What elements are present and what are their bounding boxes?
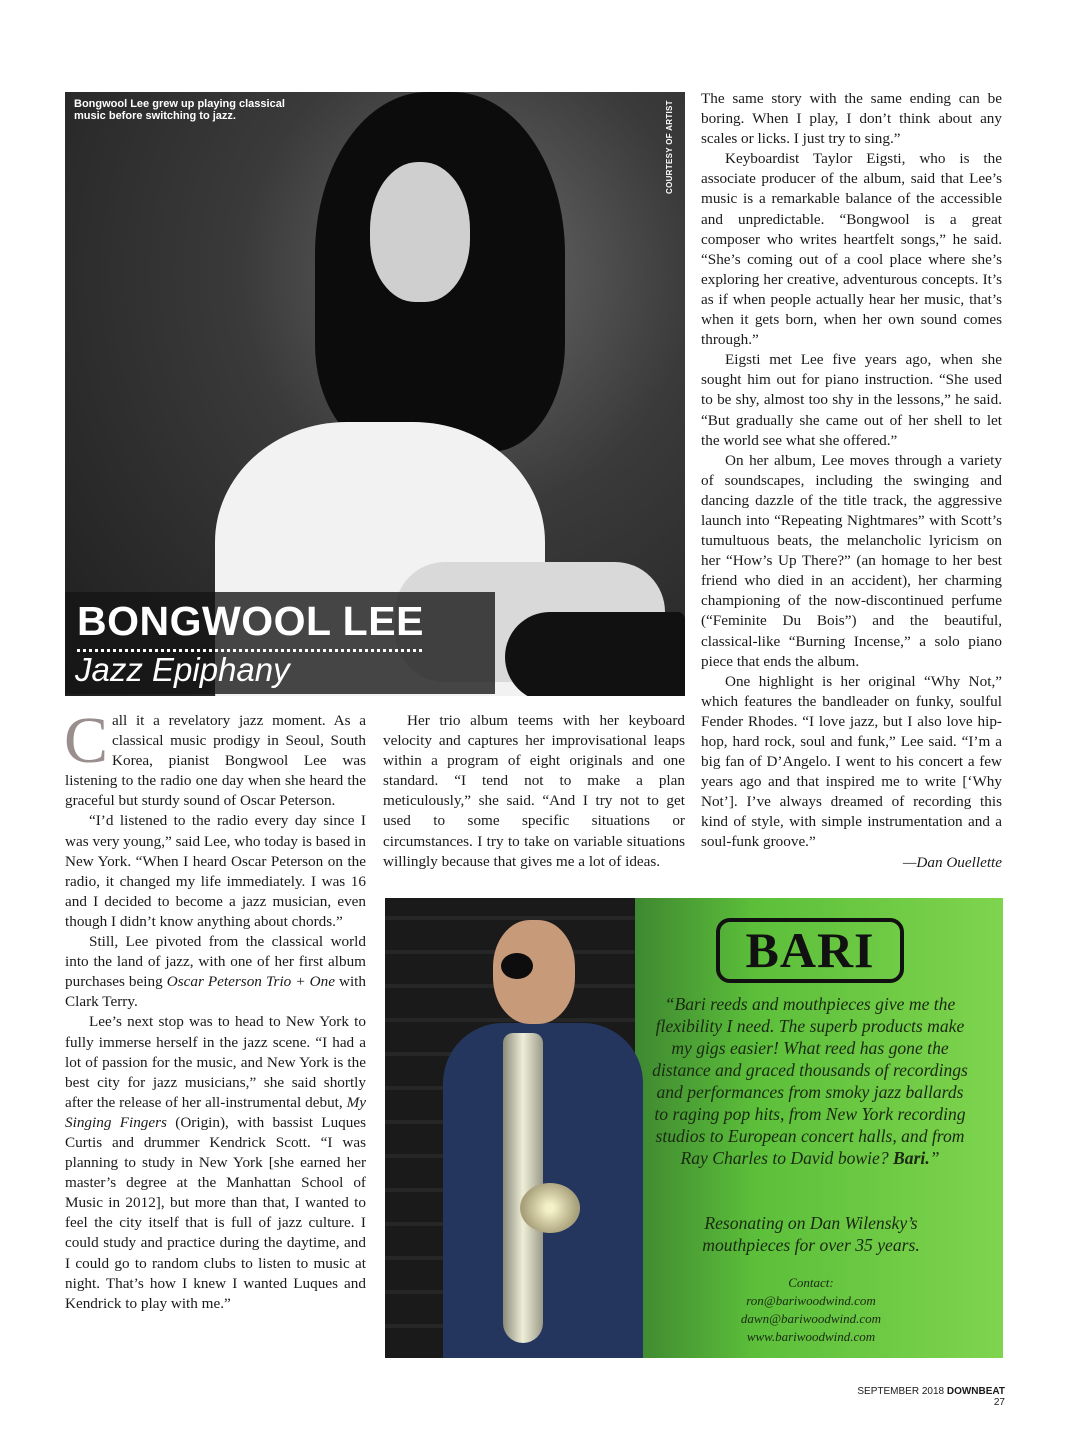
ad-tagline: Resonating on Dan Wilensky’s mouthpieces for over 35 years.: [702, 1213, 920, 1255]
bari-advertisement: [385, 898, 1003, 1358]
photo-figure-face: [370, 162, 470, 302]
article-column-3: [701, 89, 1002, 873]
testimonial-brand: Bari.: [893, 1148, 930, 1168]
artist-photo: [65, 92, 685, 696]
contact-label: Contact:: [788, 1275, 834, 1290]
article-paragraph: The same story with the same ending can be boring. When I play, I don’t think about any scales or licks. I just try to sing.”: [701, 90, 1002, 148]
page-footer: [845, 1386, 1005, 1408]
article-paragraph: [65, 932, 366, 1012]
contact-website[interactable]: www.bariwoodwind.com: [746, 1329, 876, 1344]
paragraph-text: with Clark Terry.: [65, 973, 366, 1011]
article-paragraph: On her album, Lee moves through a variety of soundscapes, including the swinging and dancing dazzle of the title track, the aggressive launch into “Repeating Nightmares” with Scott’s tumultuous beats, the melancholic lyricism on her “How’s Up There?” (an homage to her best friend who died in an accident), her charming championing of the now-discontinued perfume (“Feminite Du Bois”) and the beautiful, classical-like “Burning Incense,” a solo piano piece that ends the album.: [701, 451, 1002, 670]
article-subtitle: Jazz Epiphany: [75, 651, 290, 688]
album-title: Oscar Peterson Trio + One: [166, 973, 335, 991]
ad-contact: [711, 1274, 911, 1346]
testimonial-text: “Bari reeds and mouthpieces give me the flexibility I need. The superb products make my gigs easier! What reed has gone the distance and graced thousands of recordings and performances from smoky jazz ballards to raging pop hits, from New York recording studios to European concert halls, and from Ray Charles to David bowie?: [652, 994, 968, 1168]
title-band: [65, 592, 495, 694]
article-title: BONGWOOL LEE: [77, 598, 424, 644]
photo-figure-skirt: [505, 612, 685, 696]
bari-logo: [716, 918, 904, 983]
photo-caption: Bongwool Lee grew up playing classical music before switching to jazz.: [74, 98, 285, 122]
saxophone-bell-icon: [520, 1183, 580, 1233]
paragraph-text: Still, Lee pivoted from the classical world into the land of jazz, with one of her first album purchases being: [65, 933, 366, 991]
article-column-2: [383, 711, 685, 872]
drop-cap: C: [64, 704, 109, 777]
paragraph-text: (Origin), with bassist Luques Curtis and drummer Kendrick Scott. “I was planning to study in New York [she earned her master’s degree at the Manhattan School of Music in 2012], but more than that, I wanted to feel the city itself that is full of jazz culture. I could study and practice during the daytime, and I could go to random clubs to listen to music at night. That’s how I knew I wanted Luques and Kendrick to play with me.”: [65, 1113, 366, 1312]
magazine-name: DOWNBEAT: [946, 1386, 1005, 1397]
article-column-1: [64, 704, 366, 1314]
ad-testimonial: [651, 993, 969, 1169]
article-paragraph: Eigsti met Lee five years ago, when she sought him out for piano instruction. “She used to be shy, almost too shy in the lessons,” he said. “But gradually she came out of her shell to let the world see what she offered.”: [701, 351, 1002, 449]
article-paragraph: One highlight is her original “Why Not,” which features the bandleader on funky, soulful Fender Rhodes. “I love jazz, but I also love hip-hop, hard rock, soul and funk,” Lee said. “I’m a big fan of D’Angelo. I went to his concert a few years ago and that inspired me to write [‘Why Not’]. I’ve always dreamed of recording this kind of style, with simple instrumentation and a soul-funk groove.”: [701, 672, 1002, 851]
contact-email-ron[interactable]: ron@bariwoodwind.com: [746, 1293, 876, 1308]
article-paragraph: Her trio album teems with her keyboard velocity and captures her improvisational leaps within a program of eight originals and one standard. “I tend not to make a plan meticulously,” she said. “And I try not to get used to some specific situations or circumstances. I try to take on variable situations willingly because that gives me a lot of ideas.: [383, 712, 685, 870]
article-paragraph: Keyboardist Taylor Eigsti, who is the associate producer of the album, said that Lee’s music is a remarkable balance of the accessible and unpredictable. “Bongwool is a great composer who writes heartfelt songs,” he said. “She’s coming out of a cool place where she’s exploring her creative, adventurous concepts. It’s as if when people actually hear her music, that’s when it gets born, when her own sound comes through.”: [701, 150, 1002, 349]
paragraph-text: all it a revelatory jazz moment. As a classical music prodigy in Seoul, South Korea, pianist Bongwool Lee was listening to the radio one day when she heard the graceful but sturdy sound of Oscar Peterson.: [65, 712, 366, 810]
byline: —Dan Ouellette: [902, 853, 1002, 871]
issue-date: SEPTEMBER 2018: [857, 1386, 945, 1397]
photo-credit: COURTESY OF ARTIST: [665, 100, 674, 194]
album-title: My Singing Fingers: [65, 1093, 366, 1131]
testimonial-close-quote: ”: [929, 1148, 940, 1168]
page-number: 27: [993, 1397, 1005, 1408]
article-paragraph: “I’d listened to the radio every day since I was very young,” said Lee, who today is based in New York. “When I heard Oscar Peterson on the radio, it changed my life immediately. I was 16 and I decided to become a jazz musician, even though I didn’t know anything about chords.”: [65, 812, 366, 930]
eye-patch-icon: [501, 953, 533, 979]
contact-email-dawn[interactable]: dawn@bariwoodwind.com: [740, 1311, 882, 1326]
article-paragraph: [65, 1012, 366, 1313]
paragraph-text: Lee’s next stop was to head to New York to fully immerse herself in the jazz scene. “I had a lot of passion for the music, and New York is the best city for jazz musicians,” she said shortly after the release of her all-instrumental debut,: [65, 1013, 366, 1111]
bari-logo-text: BARI: [745, 922, 875, 978]
article-paragraph: [64, 704, 366, 811]
